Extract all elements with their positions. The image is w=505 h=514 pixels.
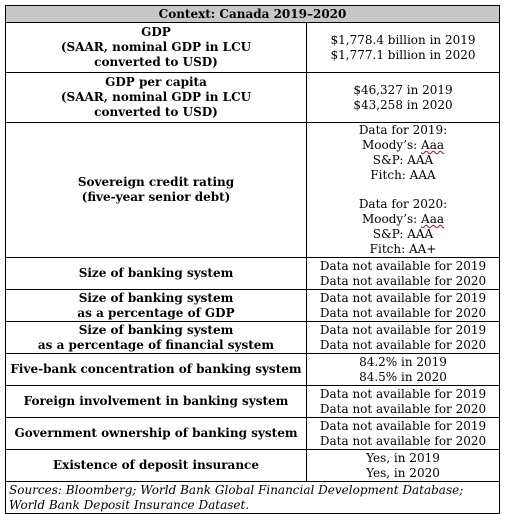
rating-heading-2019: Data for 2019: bbox=[358, 123, 448, 137]
rating-fitch-2020: Fitch: AA+ bbox=[369, 242, 437, 256]
rating-moodys-2020 bbox=[310, 212, 496, 227]
row-value-foreign bbox=[307, 386, 500, 418]
value-line: Data not available for 2019 bbox=[319, 258, 487, 273]
row-label-foreign bbox=[6, 386, 307, 418]
value-line: Data not available for 2019 bbox=[319, 290, 487, 305]
row-value-banking-size bbox=[307, 258, 500, 290]
value-line: $1,777.1 billion in 2020 bbox=[330, 47, 476, 62]
label-line: Size of banking system bbox=[78, 290, 234, 305]
table-row-foreign bbox=[6, 386, 500, 418]
value-line: $46,327 in 2019 bbox=[353, 82, 453, 97]
label-line: (SAAR, nominal GDP in LCU bbox=[60, 40, 252, 54]
value-line: Data not available for 2020 bbox=[319, 337, 487, 352]
value-line: 84.5% in 2020 bbox=[359, 369, 447, 384]
label-line: Government ownership of banking system bbox=[14, 426, 298, 440]
label-line: converted to USD) bbox=[94, 55, 218, 69]
moodys-rating: Aaa bbox=[421, 212, 445, 226]
row-label-gdp bbox=[6, 23, 307, 73]
row-value-deposit-insurance bbox=[307, 450, 500, 482]
label-line: GDP per capita bbox=[105, 75, 207, 89]
table-row-banking-size bbox=[6, 258, 500, 290]
value-line: Data not available for 2020 bbox=[319, 305, 487, 320]
value-line: Yes, in 2019 bbox=[366, 450, 440, 465]
value-line: Data not available for 2019 bbox=[319, 322, 487, 337]
sources-row bbox=[6, 482, 500, 514]
row-label-gdp-per-capita bbox=[6, 73, 307, 123]
label-line: as a percentage of financial system bbox=[37, 337, 275, 352]
rating-fitch-2019: Fitch: AAA bbox=[370, 168, 436, 182]
rating-heading-2020: Data for 2020: bbox=[358, 197, 448, 211]
value-line: Data not available for 2020 bbox=[319, 273, 487, 288]
row-label-government bbox=[6, 418, 307, 450]
label-line: Size of banking system bbox=[78, 266, 234, 280]
row-value-government bbox=[307, 418, 500, 450]
row-label-banking-size bbox=[6, 258, 307, 290]
label-line: Size of banking system bbox=[78, 322, 234, 337]
value-line: Data not available for 2019 bbox=[319, 386, 487, 401]
table-row-five-bank bbox=[6, 354, 500, 386]
table-row-gdp bbox=[6, 23, 500, 73]
value-line: Yes, in 2020 bbox=[366, 465, 440, 480]
sources-note: Sources: Bloomberg; World Bank Global Financial Development Database; World Bank Deposit Insurance Dataset. bbox=[6, 482, 500, 514]
rating-sp-2019: S&P: AAA bbox=[372, 153, 434, 167]
caption-row bbox=[6, 6, 500, 23]
row-value-credit-rating bbox=[307, 123, 500, 258]
label-line: Sovereign credit rating bbox=[77, 175, 235, 189]
row-label-five-bank bbox=[6, 354, 307, 386]
moodys-prefix: Moody’s: bbox=[362, 138, 422, 152]
row-value-gdp bbox=[307, 23, 500, 73]
moodys-prefix: Moody’s: bbox=[362, 212, 422, 226]
value-line: $43,258 in 2020 bbox=[353, 97, 453, 112]
table-caption: Context: Canada 2019–2020 bbox=[6, 6, 500, 23]
row-label-banking-size-gdp bbox=[6, 290, 307, 322]
label-line: Five-bank concentration of banking system bbox=[10, 362, 302, 376]
value-line: Data not available for 2020 bbox=[319, 401, 487, 416]
table-row-credit-rating bbox=[6, 123, 500, 258]
context-table bbox=[5, 5, 500, 514]
label-line: (SAAR, nominal GDP in LCU bbox=[60, 90, 252, 104]
table-row-gdp-per-capita bbox=[6, 73, 500, 123]
value-line: Data not available for 2019 bbox=[319, 418, 487, 433]
table-row-banking-size-fin bbox=[6, 322, 500, 354]
row-value-banking-size-gdp bbox=[307, 290, 500, 322]
label-line: GDP bbox=[141, 25, 171, 39]
spacer bbox=[310, 183, 496, 197]
label-line: converted to USD) bbox=[94, 105, 218, 119]
table-row-banking-size-gdp bbox=[6, 290, 500, 322]
value-line: 84.2% in 2019 bbox=[359, 354, 447, 369]
label-line: Existence of deposit insurance bbox=[53, 458, 259, 472]
row-label-deposit-insurance bbox=[6, 450, 307, 482]
row-label-credit-rating bbox=[6, 123, 307, 258]
value-line: $1,778.4 billion in 2019 bbox=[330, 32, 476, 47]
row-value-banking-size-fin bbox=[307, 322, 500, 354]
table-row-deposit-insurance bbox=[6, 450, 500, 482]
row-value-five-bank bbox=[307, 354, 500, 386]
rating-moodys-2019 bbox=[310, 138, 496, 153]
row-value-gdp-per-capita bbox=[307, 73, 500, 123]
label-line: (five-year senior debt) bbox=[81, 190, 231, 204]
row-label-banking-size-fin bbox=[6, 322, 307, 354]
rating-sp-2020: S&P: AAA bbox=[372, 227, 434, 241]
label-line: Foreign involvement in banking system bbox=[23, 394, 289, 408]
value-line: Data not available for 2020 bbox=[319, 433, 487, 448]
table-row-government bbox=[6, 418, 500, 450]
label-line: as a percentage of GDP bbox=[77, 305, 235, 320]
moodys-rating: Aaa bbox=[421, 138, 445, 152]
